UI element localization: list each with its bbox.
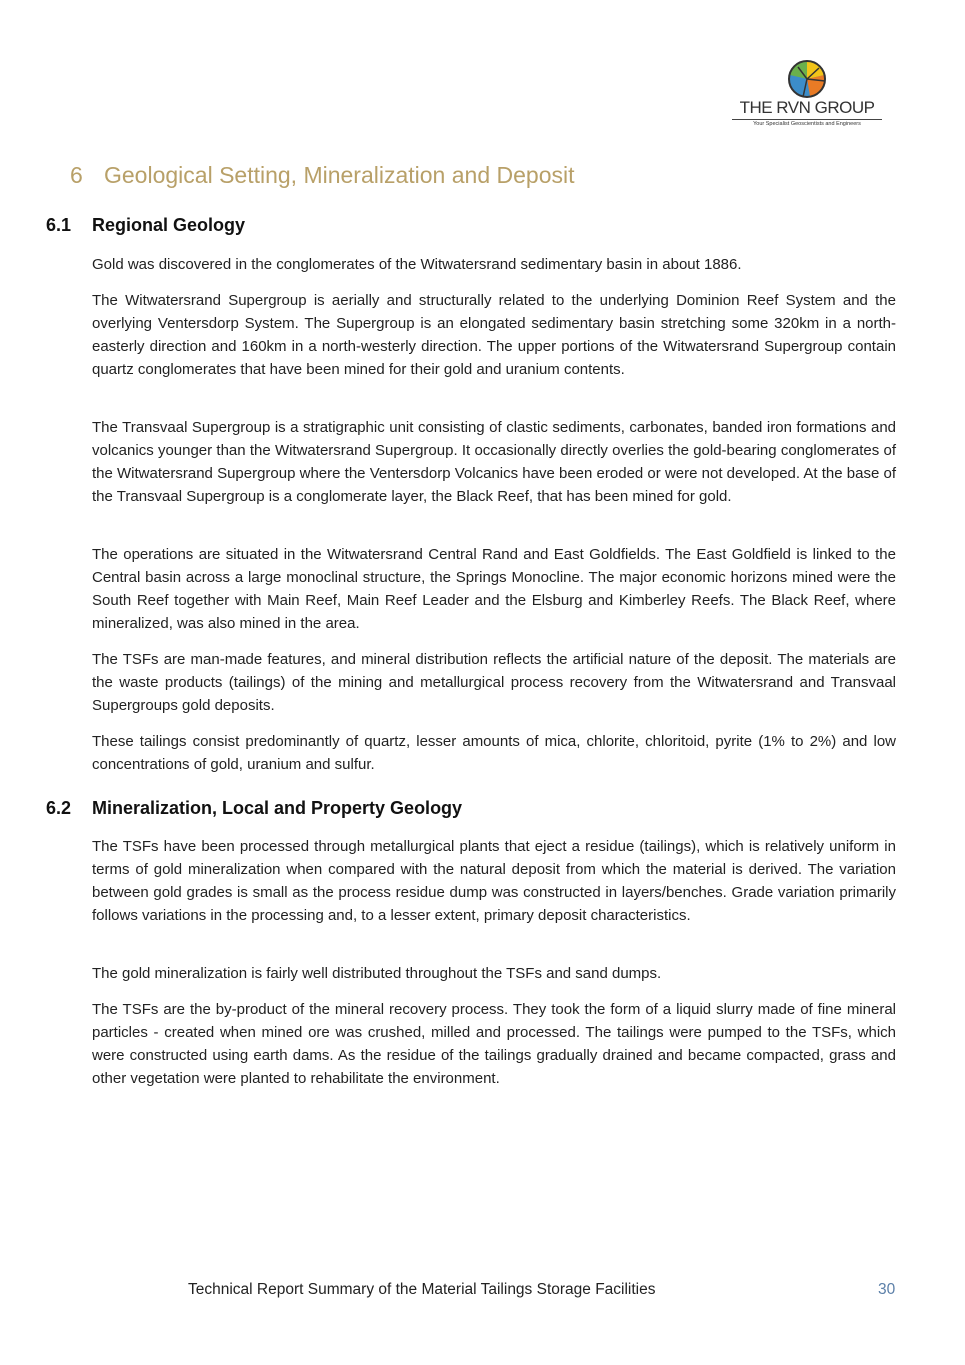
paragraph: These tailings consist predominantly of quartz, lesser amounts of mica, chlorite, chloritoid, pyrite (1% to 2%) and low concentrations of gold, uranium and sulfur. xyxy=(92,733,896,773)
chapter-title xyxy=(70,160,575,190)
paragraph: The TSFs are the by-product of the mineral recovery process. They took the form of a liquid slurry made of fine mineral particles - created when mined ore was crushed, milled and processed. The tailings were pumped to the TSFs, which were constructed using earth dams. As the residue of the tailings gradually drained and became compacted, grass and other vegetation were planted to rehabilitate the environment. xyxy=(92,1001,896,1087)
paragraph: The Witwatersrand Supergroup is aerially and structurally related to the underlying Dominion Reef System and the overlying Ventersdorp System. The Supergroup is an elongated sedimentary basin stretching some 320km in a north-easterly direction and 160km in a north-westerly direction. The upper portions of the Witwatersrand Supergroup contain quartz conglomerates that have been mined for their gold and uranium contents. xyxy=(92,292,896,378)
section-heading-mineralization xyxy=(46,796,462,820)
paragraph: Gold was discovered in the conglomerates of the Witwatersrand sedimentary basin in about 1886. xyxy=(92,256,742,273)
paragraph: The gold mineralization is fairly well distributed throughout the TSFs and sand dumps. xyxy=(92,965,662,982)
paragraph: The Transvaal Supergroup is a stratigraphic unit consisting of clastic sediments, carbonates, banded iron formations and volcanics younger than the Witwatersrand Supergroup. It occasionally directly overlies the gold-bearing conglomerates of the Witwatersrand Supergroup where the Ventersdorp Volcanics have been eroded or were not developed. At the base of the Transvaal Supergroup is a conglomerate layer, the Black Reef, that has been mined for gold. xyxy=(92,419,896,505)
chapter-title-text: Geological Setting, Mineralization and Deposit xyxy=(104,162,575,188)
paragraph: The operations are situated in the Witwatersrand Central Rand and East Goldfields. The East Goldfield is linked to the Central basin across a large monoclinal structure, the Springs Monocline. The major economic horizons mined were the South Reef together with Main Reef, Main Reef Leader and the Elsburg and Kimberley Reefs. The Black Reef, where mineralized, was also mined in the area. xyxy=(92,546,896,632)
logo-tagline: Your Specialist Geoscientists and Engineers xyxy=(753,121,861,127)
logo-company-name: THE RVN GROUP xyxy=(739,98,875,117)
footer-report-title: Technical Report Summary of the Material Tailings Storage Facilities xyxy=(188,1281,656,1298)
chapter-number: 6 xyxy=(70,162,83,188)
page-number: 30 xyxy=(878,1281,896,1298)
section-heading-text: Regional Geology xyxy=(92,215,246,235)
section-heading-regional-geology xyxy=(46,213,245,237)
company-logo xyxy=(728,58,886,130)
section-number: 6.2 xyxy=(46,798,72,818)
paragraph: The TSFs are man-made features, and mineral distribution reflects the artificial nature of the deposit. The materials are the waste products (tailings) of the mining and metallurgical process recovery from the Witwatersrand and Transvaal Supergroups gold deposits. xyxy=(92,651,896,714)
paragraph: The TSFs have been processed through metallurgical plants that eject a residue (tailings), which is relatively uniform in terms of gold mineralization when compared with the natural deposit from which the material is derived. The variation between gold grades is small as the process residue dump was constructed in layers/benches. Grade variation primarily follows variations in the processing and, to a lesser extent, primary deposit characteristics. xyxy=(92,838,896,924)
section-heading-text: Mineralization, Local and Property Geology xyxy=(92,798,463,818)
rvn-logo-icon xyxy=(786,58,828,100)
section-number: 6.1 xyxy=(46,215,72,235)
